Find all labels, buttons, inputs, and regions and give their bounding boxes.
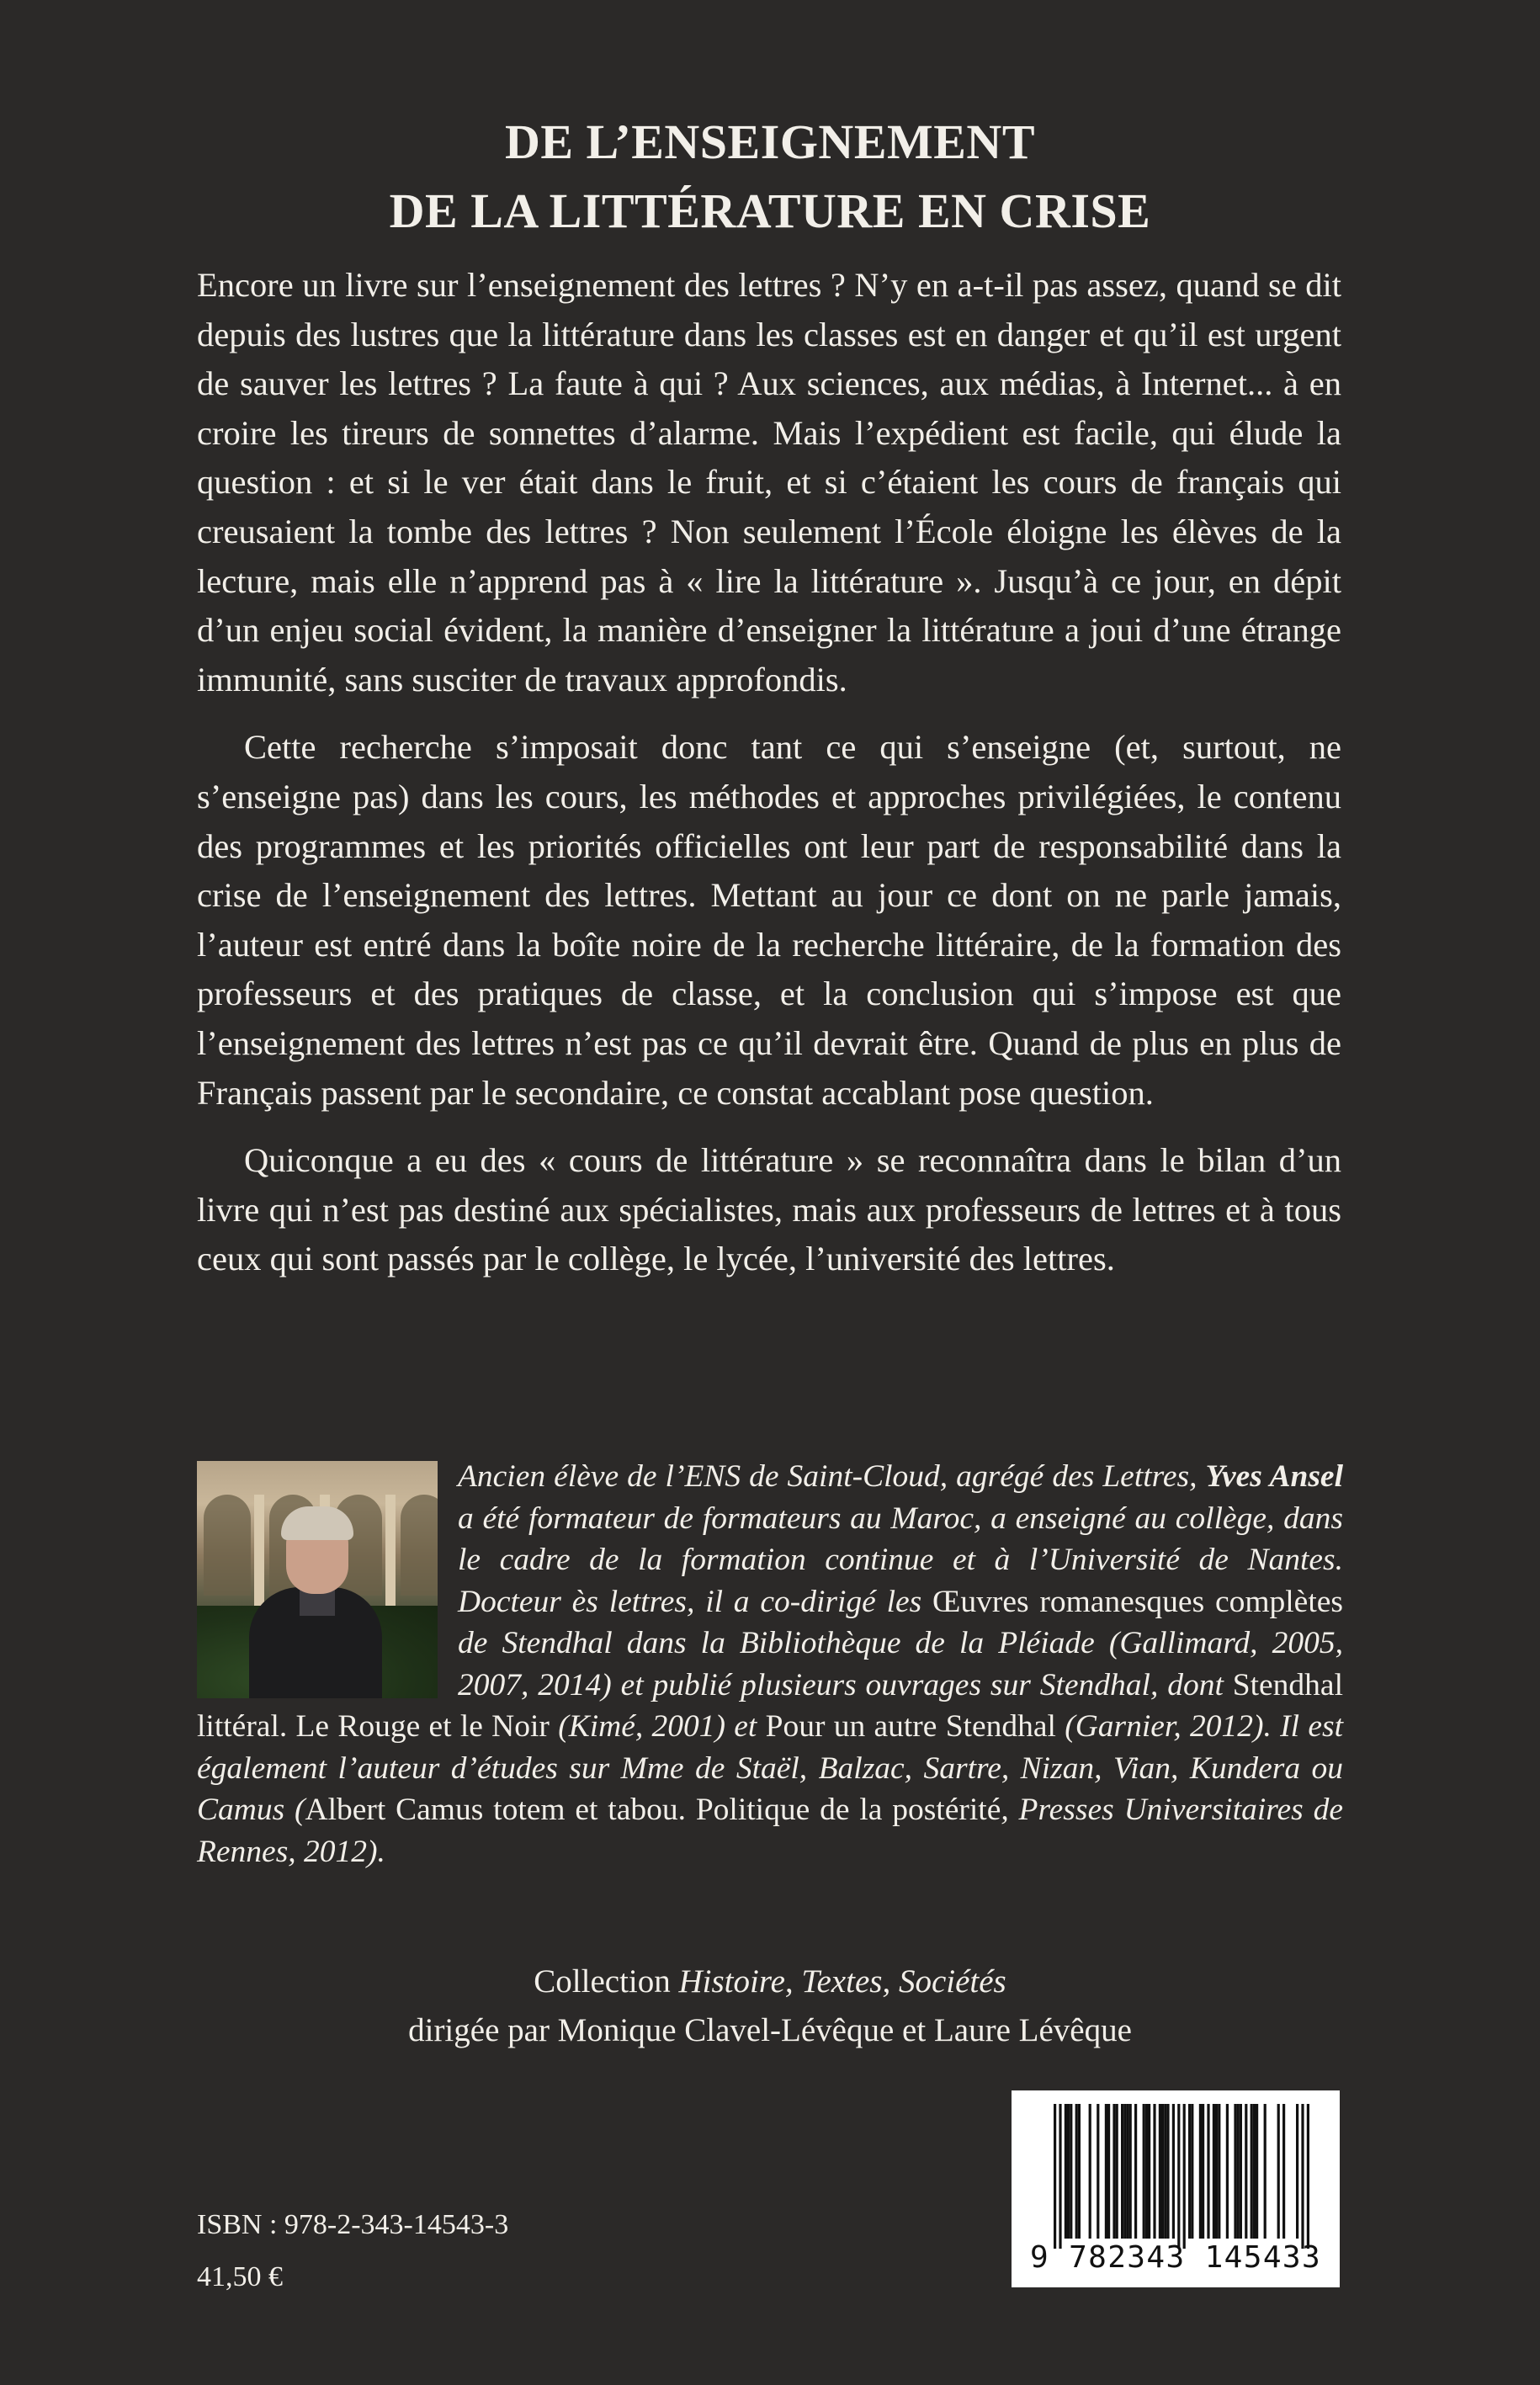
barcode-bar xyxy=(1159,2104,1161,2239)
barcode-bar xyxy=(1129,2104,1132,2239)
barcode-bar xyxy=(1251,2104,1253,2239)
barcode-bar xyxy=(1067,2104,1070,2239)
author-name: Yves Ansel xyxy=(1205,1459,1343,1494)
collection-name: Histoire, Textes, Sociétés xyxy=(678,1963,1006,2000)
barcode-bar xyxy=(1207,2104,1209,2239)
barcode-bar xyxy=(1089,2104,1091,2239)
blurb-paragraph-2: Cette recherche s’imposait donc tant ce qui s’enseigne (et, surtout, ne s’enseigne pas) dans les cours, les méthodes et approches privilégiées, le contenu des programmes et les priorités officielles ont leur part de responsabilité dans la crise de l’enseignement des lettres. Mettant au jour ce dont on ne parle jamais, l’auteur est entré dans la boîte noire de la recherche littéraire, de la formation des professeurs et des pratiques de classe, et la conclusion qui s’impose est que l’enseignement des lettres n’est pas ce qu’il devrait être. Quand de plus en plus de Français passent par le secondaire, ce constat accablant pose question. xyxy=(197,728,1341,1112)
barcode-bar xyxy=(1183,2104,1186,2249)
barcode-bar xyxy=(1123,2104,1126,2239)
barcode-bar xyxy=(1126,2104,1128,2239)
collection-directors: dirigée par Monique Clavel-Lévêque et Laure Lévêque xyxy=(408,2012,1132,2048)
barcode-bar xyxy=(1107,2104,1110,2239)
isbn: ISBN : 978-2-343-14543-3 xyxy=(197,2209,509,2240)
barcode-bar xyxy=(1121,2104,1123,2239)
barcode-bar xyxy=(1264,2104,1267,2239)
barcode-bar xyxy=(1199,2104,1202,2239)
barcode-bar xyxy=(1296,2104,1298,2239)
book-title xyxy=(0,108,1540,246)
barcode-bar xyxy=(1240,2104,1242,2239)
barcode-bar xyxy=(1188,2104,1191,2239)
author-bio xyxy=(197,1456,1343,1872)
barcode-bar xyxy=(1177,2104,1180,2249)
bio-work-3: Pour un autre Stendhal xyxy=(765,1709,1056,1744)
blurb-paragraph-3: Quiconque a eu des « cours de littérature » se reconnaîtra dans le bilan d’un livre qui n’est pas destiné aux spécialistes, mais aux professeurs de lettres et à tous ceux qui sont passés par le collège, le lycée, l’université des lettres. xyxy=(197,1141,1341,1278)
author-photo xyxy=(197,1461,438,1698)
bio-work-2: Stendhal littéral. Le Rouge et le Noir xyxy=(197,1667,1343,1744)
barcode-bar xyxy=(1202,2104,1204,2239)
barcode-bar xyxy=(1307,2104,1309,2249)
barcode-bar xyxy=(1070,2104,1072,2239)
title-line-1: DE L’ENSEIGNEMENT xyxy=(504,114,1036,169)
barcode-bar xyxy=(1134,2104,1137,2239)
barcode-bar xyxy=(1226,2104,1229,2239)
barcode-bar xyxy=(1213,2104,1215,2239)
barcode-bar xyxy=(1253,2104,1256,2239)
barcode-bar xyxy=(1277,2104,1280,2239)
barcode-bar xyxy=(1113,2104,1115,2239)
barcode-bar xyxy=(1153,2104,1155,2239)
barcode-bar xyxy=(1282,2104,1285,2239)
barcode-bar xyxy=(1301,2104,1304,2249)
barcode-bar xyxy=(1097,2104,1099,2239)
collection-info xyxy=(0,1957,1540,2055)
barcode-bar xyxy=(1143,2104,1145,2239)
barcode-bar xyxy=(1078,2104,1081,2239)
bio-text-4: (Kimé, 2001) et xyxy=(549,1709,766,1744)
barcode-bar xyxy=(1054,2104,1056,2249)
collection-prefix: Collection xyxy=(534,1963,679,2000)
barcode xyxy=(1012,2090,1340,2287)
barcode-bar xyxy=(1164,2104,1166,2239)
barcode-bar xyxy=(1075,2104,1078,2239)
barcode-bar xyxy=(1237,2104,1240,2239)
bio-text-3: de Stendhal dans la Bibliothèque de la Pléiade (Gallimard, 2005, 2007, 2014) et publié plusieurs ouvrages sur Stendhal, dont xyxy=(458,1626,1343,1702)
barcode-bar xyxy=(1105,2104,1107,2239)
bio-text-2: a été formateur de formateurs au Maroc, a enseigné au collège, dans le cadre de la formation continue et à l’Université de Nantes. Docteur ès lettres, il a co-dirigé les xyxy=(458,1501,1343,1619)
bio-work-1: Œuvres romanesques complètes xyxy=(932,1584,1343,1619)
back-cover-blurb xyxy=(197,261,1341,1303)
barcode-bar xyxy=(1148,2104,1150,2239)
barcode-bar xyxy=(1065,2104,1067,2239)
barcode-bar xyxy=(1234,2104,1236,2239)
barcode-bar xyxy=(1256,2104,1258,2239)
bio-text-5: (Garnier, 2012). Il est également l’auteur d’études sur Mme de Staël, Balzac, Sartre, Nizan, Vian, Kundera ou Camus ( xyxy=(197,1709,1343,1827)
barcode-bar xyxy=(1172,2104,1175,2239)
barcode-bar xyxy=(1059,2104,1061,2249)
bio-text-6: , Presses Universitaires de Rennes, 2012). xyxy=(197,1793,1343,1869)
barcode-bar xyxy=(1166,2104,1169,2239)
blurb-paragraph-1: Encore un livre sur l’enseignement des lettres ? N’y en a-t-il pas assez, quand se dit depuis des lustres que la littérature dans les classes est en danger et qu’il est urgent de sauver les lettres ? La faute à qui ? Aux sciences, aux médias, à Internet... à en croire les tireurs de sonnettes d’alarme. Mais l’expédient est facile, qui élude la question : et si le ver était dans le fruit, et si c’étaient les cours de français qui creusaient la tombe des lettres ? Non seulement l’École éloigne les élèves de la lecture, mais elle n’apprend pas à « lire la littérature ». Jusqu’à ce jour, en dépit d’un enjeu social évident, la manière d’enseigner la littérature a joui d’une étrange immunité, sans susciter de travaux approfondis. xyxy=(197,266,1341,699)
barcode-bar xyxy=(1116,2104,1118,2239)
barcode-digits: 9 782343 145433 xyxy=(1029,2240,1322,2275)
barcode-bar xyxy=(1245,2104,1247,2239)
barcode-bar xyxy=(1161,2104,1164,2239)
title-line-2: DE LA LITTÉRATURE EN CRISE xyxy=(389,183,1151,238)
bio-work-4: Albert Camus totem et tabou. Politique de la postérité xyxy=(305,1793,1001,1827)
price: 41,50 € xyxy=(197,2261,283,2292)
barcode-bar xyxy=(1215,2104,1218,2239)
barcode-bar xyxy=(1191,2104,1193,2239)
barcode-bar xyxy=(1218,2104,1220,2239)
barcode-bar xyxy=(1145,2104,1148,2239)
bio-text-1: Ancien élève de l’ENS de Saint-Cloud, agrégé des Lettres, xyxy=(458,1459,1206,1494)
